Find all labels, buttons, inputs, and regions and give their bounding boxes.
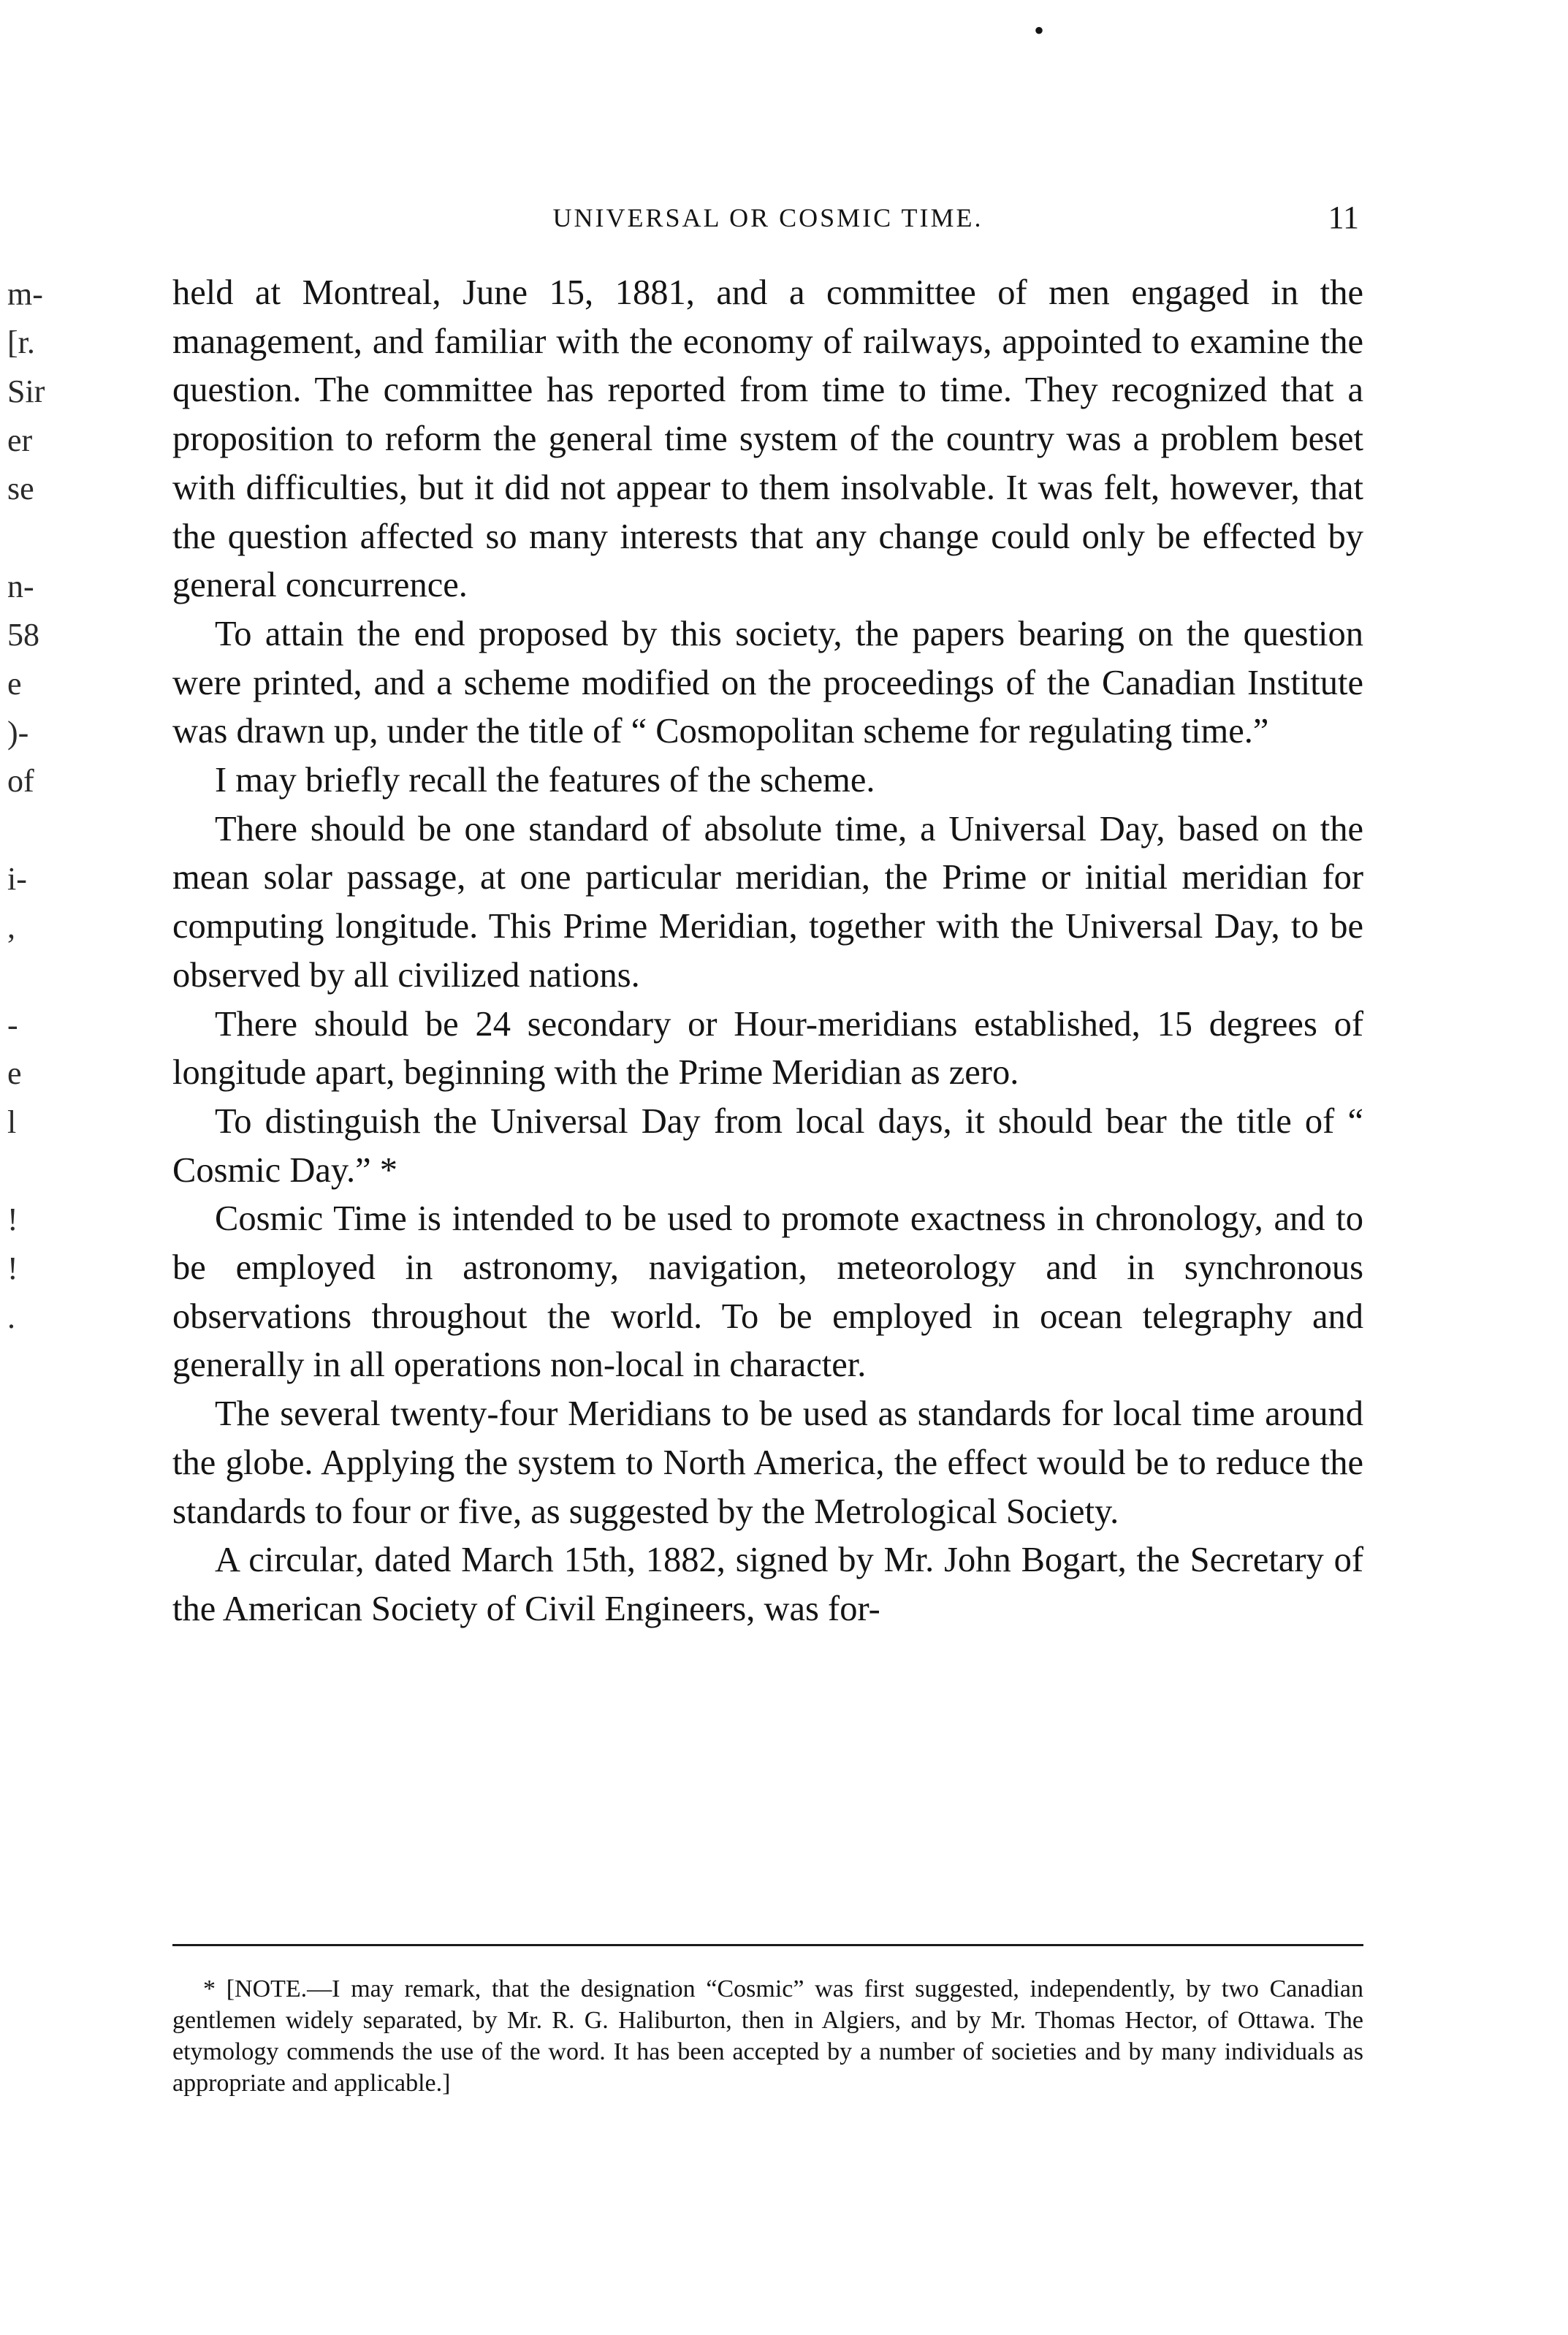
stray-mark: • [1034, 14, 1045, 47]
margin-fragment: l [7, 1104, 17, 1140]
page-number: 11 [1328, 200, 1359, 235]
margin-fragment: of [7, 763, 34, 799]
margin-fragment: )- [7, 715, 29, 751]
paragraph: To distinguish the Universal Day from local days, it should bear the title of “ Cosmic Day.” * [172, 1101, 1363, 1190]
footnote: * [NOTE.—I may remark, that the designation “Cosmic” was first suggested, independently, by two Canadian gentlemen widely separated, by Mr. R. G. Haliburton, then in Algiers, and by Mr. Thomas Hector, of Ottawa. The etymology commends the use of the word. It has been accepted by a number of societies and by many individuals as appropriate and applicable.] [172, 1975, 1363, 2097]
paragraph: Cosmic Time is intended to be used to promote exactness in chronology, and to be employed in astronomy, navigation, meteorology and in synchronous observations throughout the world. To be employed in ocean telegraphy and generally in all operations non-local in character. [172, 1199, 1363, 1385]
margin-fragment: er [7, 422, 33, 458]
margin-fragment: se [7, 471, 34, 506]
margin-fragment: , [7, 909, 15, 945]
margin-fragment: [r. [7, 324, 35, 360]
margin-fragment: - [7, 1007, 18, 1043]
margin-fragment: e [7, 1055, 22, 1091]
paragraph: To attain the end proposed by this society, the papers bearing on the question were printed, and a scheme modified on the proceedings of the Canadian Institute was drawn up, under the title of “ Cosmopolitan scheme for regulating time.” [172, 614, 1363, 751]
paragraph: A circular, dated March 15th, 1882, signed by Mr. John Bogart, the Secretary of the American Society of Civil Engineers, was for- [172, 1541, 1363, 1628]
margin-fragment: Sir [7, 373, 45, 409]
margin-fragment: n- [7, 569, 34, 604]
paragraph: There should be 24 secondary or Hour-meridians established, 15 degrees of longitude apart, beginning with the Prime Meridian as zero. [172, 1004, 1363, 1093]
margin-fragment: m- [7, 276, 43, 312]
margin-fragment: ! [7, 1250, 18, 1286]
margin-fragment: e [7, 666, 22, 702]
margin-fragment: ! [7, 1201, 18, 1237]
footnote-divider [172, 1944, 1363, 1946]
margin-fragment: . [7, 1299, 15, 1335]
margin-fragment: i- [7, 861, 27, 897]
paragraph: I may briefly recall the features of the scheme. [215, 761, 875, 800]
margin-fragment: 58 [7, 617, 39, 653]
paragraph: There should be one standard of absolute time, a Universal Day, based on the mean solar passage, at one particular meridian, the Prime or initial meridian for computing longitude. This Prime Meridian, together with the Universal Day, to be observed by all civilized nations. [172, 809, 1363, 995]
running-title: UNIVERSAL OR COSMIC TIME. [552, 203, 983, 232]
running-head [172, 196, 1363, 240]
paragraph-continued: held at Montreal, June 15, 1881, and a committee of men engaged in the management, and familiar with the economy of railways, appointed to examine the question. The committee has reported from time to time. They recognized that a proposition to reform the general time system of the country was a problem beset with difficulties, but it did not appear to them insolvable. It was felt, however, that the question affected so many interests that any change could only be effected by general concurrence. [172, 273, 1363, 605]
paragraph: The several twenty-four Meridians to be used as standards for local time around the globe. Applying the system to North America, the effect would be to reduce the standards to four or five, as suggested by the Metrological Society. [172, 1394, 1363, 1531]
body-text [172, 269, 1363, 1634]
